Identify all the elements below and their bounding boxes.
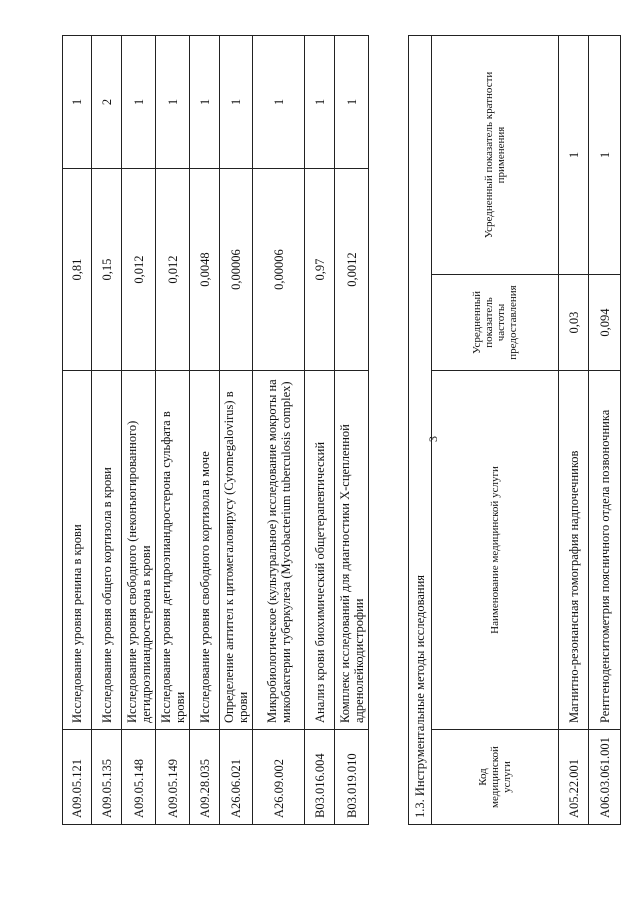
table-row (156, 36, 190, 825)
multiplicity-value: 1 (305, 36, 335, 169)
table-row (559, 36, 589, 825)
service-name: Рентгеноденситометрия поясничного отдела позвоночника (589, 371, 621, 730)
multiplicity-value: 1 (122, 36, 156, 169)
service-name: Магнитно-резонансная томография надпочечников (559, 371, 589, 730)
service-name: Исследование уровня ренина в крови (63, 371, 92, 730)
frequency-value: 0,012 (122, 169, 156, 371)
header-row (432, 36, 559, 825)
service-code: A09.05.135 (92, 730, 122, 825)
service-code: A09.28.035 (190, 730, 220, 825)
multiplicity-value: 1 (589, 36, 621, 275)
table-body (63, 36, 369, 825)
multiplicity-value: 1 (253, 36, 305, 169)
multiplicity-value: 1 (156, 36, 190, 169)
service-code: A09.05.148 (122, 730, 156, 825)
service-code: A05.22.001 (559, 730, 589, 825)
section-row (409, 36, 432, 825)
multiplicity-value: 1 (559, 36, 589, 275)
service-name: Определение антител к цитомегаловирусу (Cytomegalovirus) в крови (220, 371, 253, 730)
multiplicity-value: 1 (335, 36, 369, 169)
page-number: 3 (426, 436, 440, 442)
service-name: Анализ крови биохимический общетерапевтический (305, 371, 335, 730)
frequency-value: 0,094 (589, 275, 621, 371)
frequency-value: 0,03 (559, 275, 589, 371)
header-frequency: Усредненный показатель частоты предоставления (432, 275, 559, 371)
services-table-lab (62, 35, 369, 825)
section-title: 1.3. Инструментальные методы исследования (409, 36, 432, 825)
service-name: Исследование уровня дегидроэпиандростерона сульфата в крови (156, 371, 190, 730)
frequency-value: 0,012 (156, 169, 190, 371)
multiplicity-value: 1 (190, 36, 220, 169)
multiplicity-value: 1 (63, 36, 92, 169)
frequency-value: 0,00006 (220, 169, 253, 371)
table-row (305, 36, 335, 825)
header-multiplicity: Усредненный показатель кратности применения (432, 36, 559, 275)
service-code: B03.019.010 (335, 730, 369, 825)
service-name: Исследование уровня свободного кортизола в моче (190, 371, 220, 730)
frequency-value: 0,15 (92, 169, 122, 371)
service-code: A09.05.121 (63, 730, 92, 825)
service-code: B03.016.004 (305, 730, 335, 825)
frequency-value: 0,0012 (335, 169, 369, 371)
table-row (122, 36, 156, 825)
table-row (589, 36, 621, 825)
table-row (190, 36, 220, 825)
table-row (63, 36, 92, 825)
service-name: Комплекс исследований для диагностики X-сцепленной адренолейкодистрофии (335, 371, 369, 730)
table-body (559, 36, 621, 825)
table-row (335, 36, 369, 825)
frequency-value: 0,00006 (253, 169, 305, 371)
multiplicity-value: 2 (92, 36, 122, 169)
service-name: Микробиологическое (культуральное) исследование мокроты на микобактерии туберкулеза (Mycobacterium tuberculosis complex) (253, 371, 305, 730)
service-code: A26.06.021 (220, 730, 253, 825)
frequency-value: 0,97 (305, 169, 335, 371)
multiplicity-value: 1 (220, 36, 253, 169)
table-row (253, 36, 305, 825)
service-name: Исследование уровня общего кортизола в крови (92, 371, 122, 730)
service-name: Исследование уровня свободного (неконъюгированного) дегидроэпиандростерона в крови (122, 371, 156, 730)
table-row (220, 36, 253, 825)
services-table-instrumental (408, 35, 621, 825)
frequency-value: 0,0048 (190, 169, 220, 371)
service-code: A09.05.149 (156, 730, 190, 825)
table-row (92, 36, 122, 825)
service-code: A06.03.061.001 (589, 730, 621, 825)
header-code: Код медицинской услуги (432, 730, 559, 825)
header-name: Наименование медицинской услуги (432, 371, 559, 730)
service-code: A26.09.002 (253, 730, 305, 825)
frequency-value: 0,81 (63, 169, 92, 371)
